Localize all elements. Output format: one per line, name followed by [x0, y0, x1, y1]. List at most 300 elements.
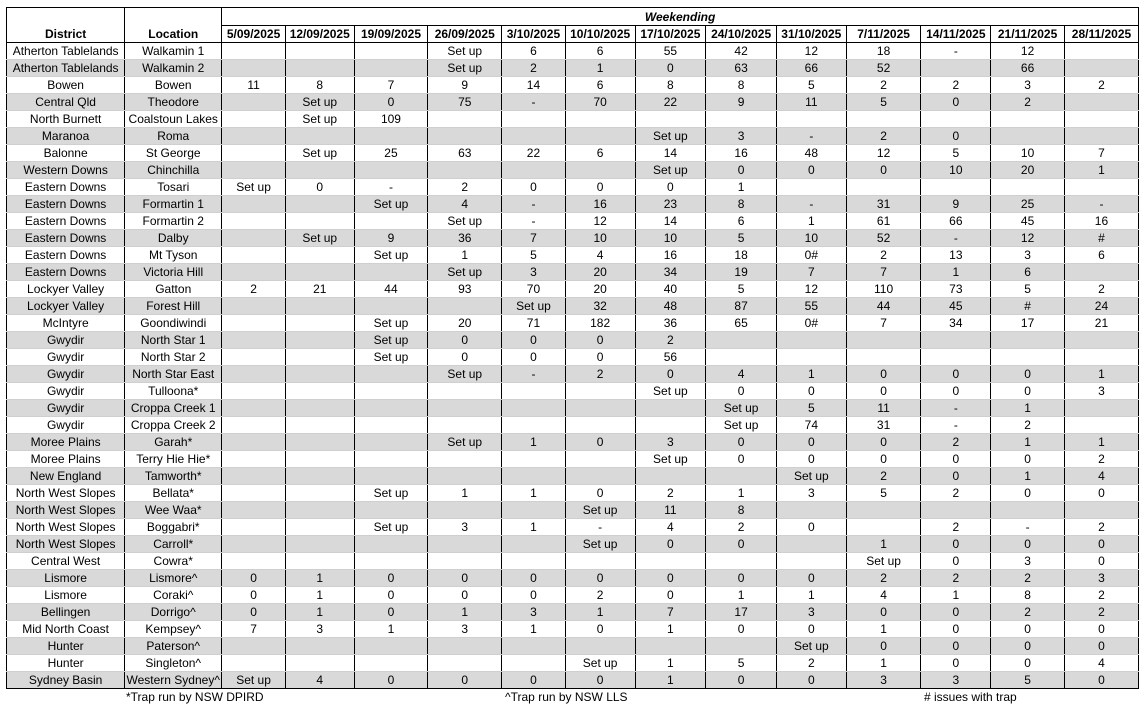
count-cell — [502, 536, 566, 553]
count-cell — [635, 553, 706, 570]
count-cell: 3 — [285, 621, 354, 638]
count-cell: 3 — [706, 128, 777, 145]
count-cell: 0 — [706, 162, 777, 179]
footnote-lls: ^Trap run by NSW LLS — [505, 690, 628, 704]
count-cell — [285, 434, 354, 451]
count-cell: 87 — [706, 298, 777, 315]
count-cell — [565, 553, 635, 570]
count-cell: 0 — [1064, 621, 1138, 638]
count-cell — [991, 128, 1065, 145]
count-cell: 2 — [428, 179, 502, 196]
count-cell — [354, 366, 428, 383]
table-row — [7, 485, 1139, 502]
count-cell: 5 — [776, 400, 846, 417]
count-cell: Set up — [776, 638, 846, 655]
count-cell: 3 — [776, 485, 846, 502]
district-cell: Gwydir — [7, 417, 125, 434]
count-cell — [991, 111, 1065, 128]
count-cell — [222, 434, 286, 451]
count-cell: 12 — [846, 145, 921, 162]
count-cell: 4 — [1064, 655, 1138, 672]
district-cell: McIntyre — [7, 315, 125, 332]
count-cell — [502, 468, 566, 485]
count-cell: Set up — [776, 468, 846, 485]
count-cell: 16 — [706, 145, 777, 162]
district-cell: Central Qld — [7, 94, 125, 111]
count-cell: Set up — [354, 247, 428, 264]
header-corner-location — [125, 8, 222, 26]
count-cell: - — [921, 43, 991, 60]
count-cell: 11 — [635, 502, 706, 519]
count-cell — [991, 179, 1065, 196]
count-cell: 32 — [565, 298, 635, 315]
count-cell: 1 — [502, 434, 566, 451]
count-cell — [354, 655, 428, 672]
district-cell: Lockyer Valley — [7, 298, 125, 315]
count-cell: 0 — [428, 332, 502, 349]
count-cell: 13 — [921, 247, 991, 264]
count-cell: 0 — [222, 570, 286, 587]
count-cell: 2 — [846, 468, 921, 485]
count-cell: - — [354, 179, 428, 196]
count-cell: Set up — [635, 162, 706, 179]
count-cell — [354, 162, 428, 179]
count-cell — [285, 519, 354, 536]
count-cell: 2 — [1064, 451, 1138, 468]
count-cell — [991, 349, 1065, 366]
count-cell: 0 — [776, 383, 846, 400]
count-cell: 8 — [706, 196, 777, 213]
count-cell: 0 — [635, 366, 706, 383]
count-cell — [222, 111, 286, 128]
district-cell: Lockyer Valley — [7, 281, 125, 298]
count-cell: 2 — [635, 332, 706, 349]
count-cell — [285, 638, 354, 655]
count-cell — [222, 383, 286, 400]
count-cell — [285, 213, 354, 230]
table-row — [7, 247, 1139, 264]
district-cell: Gwydir — [7, 366, 125, 383]
district-cell: Gwydir — [7, 400, 125, 417]
count-cell: Set up — [428, 60, 502, 77]
count-cell: 0 — [921, 128, 991, 145]
count-cell — [285, 383, 354, 400]
count-cell: 31 — [846, 417, 921, 434]
table-row — [7, 553, 1139, 570]
count-cell: 1 — [565, 604, 635, 621]
location-cell: Croppa Creek 2 — [125, 417, 222, 434]
count-cell: 0 — [846, 366, 921, 383]
count-cell: 3 — [921, 672, 991, 689]
count-cell: 0 — [776, 434, 846, 451]
count-cell: 52 — [846, 60, 921, 77]
count-cell: 2 — [921, 434, 991, 451]
count-cell — [846, 349, 921, 366]
count-cell: Set up — [285, 145, 354, 162]
count-cell: 8 — [635, 77, 706, 94]
count-cell: 1 — [846, 621, 921, 638]
count-cell: 7 — [354, 77, 428, 94]
count-cell: 2 — [921, 485, 991, 502]
count-cell: 0 — [776, 451, 846, 468]
table-row — [7, 519, 1139, 536]
count-cell — [222, 366, 286, 383]
count-cell: 0 — [635, 587, 706, 604]
location-cell: Garah* — [125, 434, 222, 451]
footnote-issues: # issues with trap — [924, 690, 1017, 704]
count-cell: 2 — [991, 417, 1065, 434]
count-cell: 0 — [565, 332, 635, 349]
date-column-header: 24/10/2025 — [706, 26, 777, 43]
count-cell: 2 — [991, 94, 1065, 111]
location-cell: Boggabri* — [125, 519, 222, 536]
count-cell — [991, 332, 1065, 349]
count-cell — [1064, 400, 1138, 417]
count-cell: Set up — [354, 485, 428, 502]
table-row — [7, 264, 1139, 281]
count-cell — [222, 43, 286, 60]
district-cell: Hunter — [7, 638, 125, 655]
count-cell: 0 — [635, 570, 706, 587]
count-cell: 1 — [635, 672, 706, 689]
count-cell — [1064, 60, 1138, 77]
count-cell — [428, 536, 502, 553]
count-cell: 7 — [635, 604, 706, 621]
count-cell: 2 — [846, 247, 921, 264]
count-cell: Set up — [635, 383, 706, 400]
header-row-columns — [7, 26, 1139, 43]
count-cell: 44 — [354, 281, 428, 298]
count-cell — [565, 162, 635, 179]
count-cell — [428, 162, 502, 179]
count-cell: 0 — [1064, 485, 1138, 502]
count-cell — [354, 298, 428, 315]
count-cell — [428, 417, 502, 434]
count-cell: - — [502, 213, 566, 230]
count-cell — [222, 655, 286, 672]
district-cell: Bellingen — [7, 604, 125, 621]
count-cell: 2 — [991, 570, 1065, 587]
count-cell: 0 — [502, 587, 566, 604]
count-cell: 45 — [991, 213, 1065, 230]
location-cell: Western Sydney^ — [126, 673, 220, 687]
count-cell: 0 — [991, 655, 1065, 672]
count-cell — [222, 468, 286, 485]
count-cell: 1 — [706, 179, 777, 196]
count-cell: 2 — [502, 60, 566, 77]
count-cell: 45 — [921, 298, 991, 315]
count-cell — [635, 638, 706, 655]
count-cell: 2 — [706, 519, 777, 536]
count-cell: Set up — [706, 400, 777, 417]
table-row — [7, 230, 1139, 247]
district-cell: Moree Plains — [7, 451, 125, 468]
date-column-header: 17/10/2025 — [635, 26, 706, 43]
location-cell: Mt Tyson — [125, 247, 222, 264]
table-row — [7, 366, 1139, 383]
count-cell — [565, 111, 635, 128]
count-cell: 34 — [921, 315, 991, 332]
count-cell: 0 — [921, 553, 991, 570]
count-cell: 0 — [846, 451, 921, 468]
count-cell: 1 — [565, 60, 635, 77]
count-cell: 66 — [776, 60, 846, 77]
count-cell — [222, 145, 286, 162]
count-cell: Set up — [635, 451, 706, 468]
count-cell: 0 — [285, 179, 354, 196]
count-cell — [776, 111, 846, 128]
count-cell: 22 — [635, 94, 706, 111]
count-cell: # — [1064, 230, 1138, 247]
table-row — [7, 43, 1139, 60]
count-cell: 182 — [565, 315, 635, 332]
location-cell: Cowra* — [125, 553, 222, 570]
count-cell: 0 — [921, 383, 991, 400]
location-cell: Formartin 2 — [125, 213, 222, 230]
count-cell — [921, 111, 991, 128]
count-cell: 0 — [1064, 638, 1138, 655]
date-column-header: 5/09/2025 — [222, 26, 286, 43]
table-row — [7, 400, 1139, 417]
district-cell: Moree Plains — [7, 434, 125, 451]
count-cell: 0 — [1064, 536, 1138, 553]
count-cell: 10 — [921, 162, 991, 179]
count-cell: 5 — [776, 77, 846, 94]
location-cell: Terry Hie Hie* — [125, 451, 222, 468]
count-cell: 14 — [635, 145, 706, 162]
count-cell: 0 — [921, 468, 991, 485]
count-cell — [222, 400, 286, 417]
location-cell: North Star East — [125, 366, 222, 383]
count-cell: 1 — [635, 655, 706, 672]
count-cell: 7 — [222, 621, 286, 638]
date-column-header: 14/11/2025 — [921, 26, 991, 43]
count-cell — [706, 468, 777, 485]
count-cell: 56 — [635, 349, 706, 366]
count-cell: 0 — [502, 349, 566, 366]
count-cell: 34 — [635, 264, 706, 281]
location-cell: Tosari — [125, 179, 222, 196]
count-cell: 5 — [502, 247, 566, 264]
count-cell: 44 — [846, 298, 921, 315]
count-cell: 0 — [991, 485, 1065, 502]
count-cell — [428, 298, 502, 315]
count-cell: 6 — [565, 43, 635, 60]
count-cell: 10 — [991, 145, 1065, 162]
location-cell: Tulloona* — [125, 383, 222, 400]
count-cell: 0 — [222, 604, 286, 621]
count-cell — [222, 638, 286, 655]
count-cell — [565, 383, 635, 400]
district-cell: Mid North Coast — [7, 621, 125, 638]
count-cell: Set up — [222, 672, 286, 689]
count-cell — [354, 264, 428, 281]
district-cell: Eastern Downs — [7, 247, 125, 264]
count-cell: - — [921, 400, 991, 417]
district-cell: Hunter — [7, 655, 125, 672]
count-cell: 0 — [635, 60, 706, 77]
count-cell: 19 — [706, 264, 777, 281]
location-cell: North Star 2 — [125, 349, 222, 366]
count-cell: Set up — [565, 655, 635, 672]
count-cell: 0# — [776, 247, 846, 264]
count-cell — [285, 162, 354, 179]
count-cell: 0 — [921, 536, 991, 553]
count-cell: 0 — [921, 655, 991, 672]
district-cell: Eastern Downs — [7, 213, 125, 230]
count-cell — [285, 332, 354, 349]
count-cell — [428, 451, 502, 468]
count-cell — [635, 111, 706, 128]
district-cell: Eastern Downs — [7, 264, 125, 281]
count-cell: 7 — [1064, 145, 1138, 162]
count-cell: # — [991, 298, 1065, 315]
location-cell: Singleton^ — [125, 655, 222, 672]
count-cell: 2 — [1064, 604, 1138, 621]
count-cell: 1 — [428, 604, 502, 621]
count-cell: 1 — [706, 485, 777, 502]
count-cell — [285, 247, 354, 264]
count-cell: 73 — [921, 281, 991, 298]
count-cell — [1064, 43, 1138, 60]
count-cell — [285, 536, 354, 553]
count-cell: 0 — [565, 621, 635, 638]
count-cell — [354, 536, 428, 553]
count-cell: 21 — [1064, 315, 1138, 332]
count-cell: 1 — [846, 536, 921, 553]
count-cell: 0 — [222, 587, 286, 604]
count-cell: 5 — [846, 94, 921, 111]
table-row — [7, 111, 1139, 128]
count-cell: Set up — [706, 417, 777, 434]
count-cell — [222, 536, 286, 553]
table-row — [7, 196, 1139, 213]
count-cell — [428, 128, 502, 145]
count-cell: Set up — [354, 196, 428, 213]
count-cell: Set up — [428, 264, 502, 281]
table-row — [7, 468, 1139, 485]
location-cell: Bellata* — [125, 485, 222, 502]
count-cell: 0 — [706, 672, 777, 689]
count-cell — [846, 179, 921, 196]
count-cell: 63 — [706, 60, 777, 77]
count-cell: 6 — [991, 264, 1065, 281]
table-row — [7, 349, 1139, 366]
count-cell — [222, 451, 286, 468]
district-cell: Central West — [7, 553, 125, 570]
count-cell: 4 — [635, 519, 706, 536]
location-cell: Coalstoun Lakes — [125, 111, 222, 128]
count-cell: - — [502, 196, 566, 213]
count-cell: 2 — [776, 655, 846, 672]
count-cell: 24 — [1064, 298, 1138, 315]
count-cell: 11 — [776, 94, 846, 111]
count-cell: 0 — [776, 519, 846, 536]
table-row — [7, 638, 1139, 655]
count-cell: 2 — [921, 570, 991, 587]
count-cell — [428, 638, 502, 655]
count-cell — [706, 638, 777, 655]
count-cell — [222, 196, 286, 213]
count-cell — [354, 553, 428, 570]
count-cell — [428, 655, 502, 672]
count-cell: 2 — [921, 77, 991, 94]
count-cell: 0 — [706, 536, 777, 553]
count-cell — [222, 485, 286, 502]
count-cell — [502, 502, 566, 519]
count-cell — [354, 213, 428, 230]
count-cell: 14 — [502, 77, 566, 94]
count-cell — [222, 298, 286, 315]
count-cell — [354, 43, 428, 60]
count-cell: 75 — [428, 94, 502, 111]
count-cell: 0 — [846, 383, 921, 400]
count-cell: 0 — [991, 638, 1065, 655]
count-cell: 1 — [502, 485, 566, 502]
count-cell: Set up — [354, 519, 428, 536]
count-cell — [285, 485, 354, 502]
count-cell: 1 — [706, 587, 777, 604]
count-cell: 2 — [565, 587, 635, 604]
count-cell — [1064, 94, 1138, 111]
count-cell: 40 — [635, 281, 706, 298]
count-cell — [285, 417, 354, 434]
count-cell: 4 — [428, 196, 502, 213]
date-column-header: 26/09/2025 — [428, 26, 502, 43]
count-cell: 1 — [428, 485, 502, 502]
district-cell: Eastern Downs — [7, 196, 125, 213]
count-cell — [846, 332, 921, 349]
count-cell: 11 — [846, 400, 921, 417]
count-cell: 2 — [1064, 77, 1138, 94]
count-cell: 0 — [706, 621, 777, 638]
count-cell: 48 — [776, 145, 846, 162]
count-cell — [502, 383, 566, 400]
count-cell — [285, 451, 354, 468]
count-cell — [502, 400, 566, 417]
count-cell — [354, 638, 428, 655]
district-cell: Sydney Basin — [7, 672, 125, 689]
count-cell: 0 — [776, 570, 846, 587]
count-cell: 3 — [502, 264, 566, 281]
district-cell: Atherton Tablelands — [7, 60, 125, 77]
count-cell: 7 — [846, 315, 921, 332]
location-cell: Tamworth* — [125, 468, 222, 485]
count-cell: 0 — [1064, 672, 1138, 689]
count-cell: 1 — [285, 604, 354, 621]
count-cell: Set up — [428, 434, 502, 451]
count-cell: 17 — [706, 604, 777, 621]
count-cell: 52 — [846, 230, 921, 247]
count-cell: 2 — [635, 485, 706, 502]
count-cell: 110 — [846, 281, 921, 298]
table-row — [7, 94, 1139, 111]
count-cell: Set up — [565, 536, 635, 553]
count-cell — [354, 60, 428, 77]
count-cell: 4 — [565, 247, 635, 264]
count-cell: 5 — [921, 145, 991, 162]
count-cell: 25 — [354, 145, 428, 162]
weekending-group-header: Weekending — [222, 8, 1139, 26]
count-cell: 23 — [635, 196, 706, 213]
count-cell: 0 — [635, 179, 706, 196]
count-cell: 12 — [991, 230, 1065, 247]
district-cell: New England — [7, 468, 125, 485]
count-cell: 0 — [354, 672, 428, 689]
count-cell: 0 — [921, 604, 991, 621]
count-cell — [354, 128, 428, 145]
count-cell: 0 — [846, 162, 921, 179]
